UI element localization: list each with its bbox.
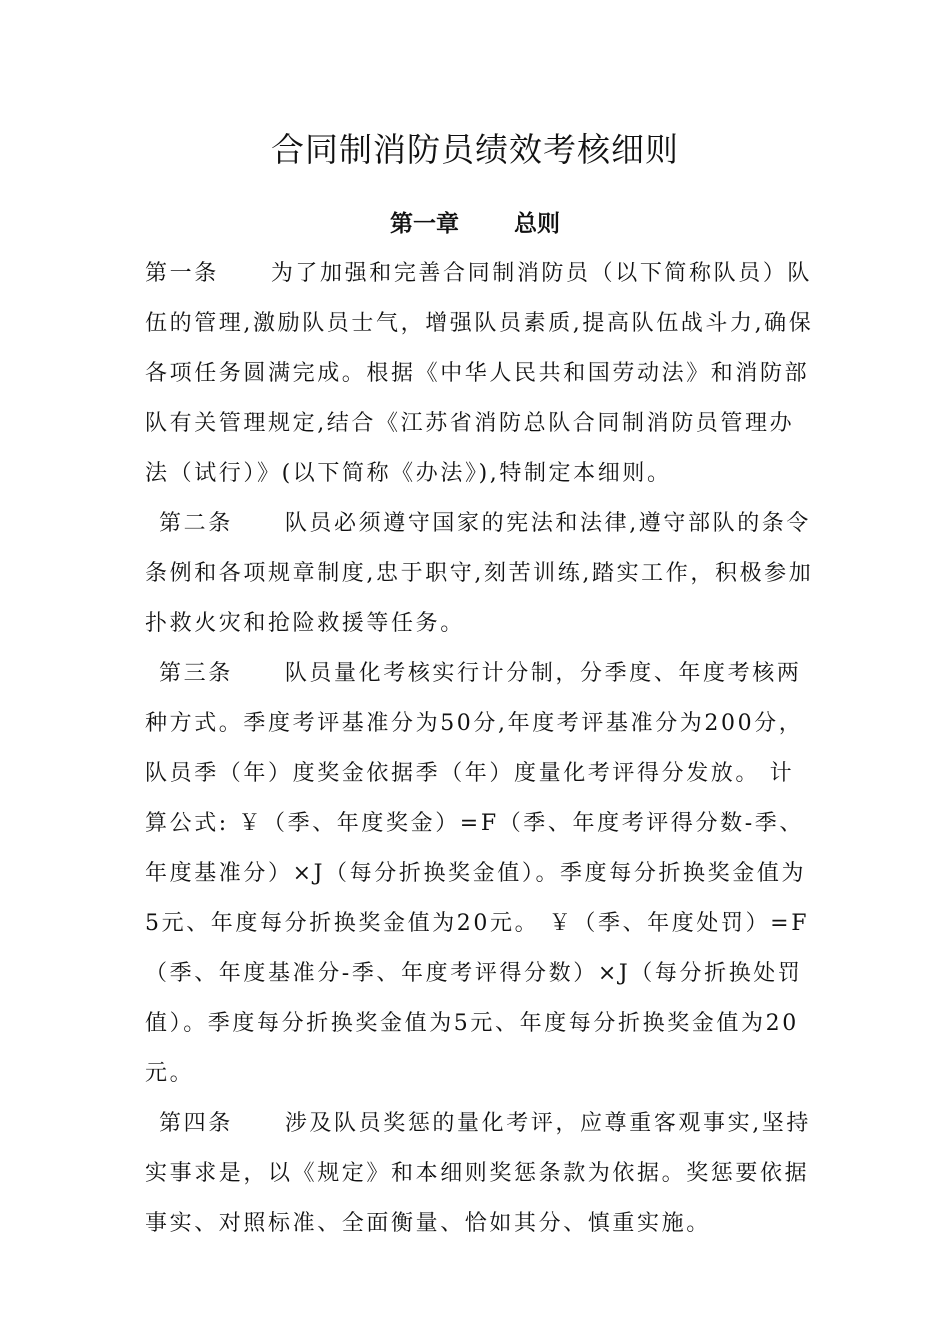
article-text: 队员量化考核实行计分制，分季度、年度考核两种方式。季度考评基准分为50分,年度考评基准分为200分，队员季（年）度奖金依据季（年）度量化考评得分发放。 计算公式: ￥（季、年度奖金）=F（季、年度考评得分数-季、年度基准分）×J（每分折换奖金值）。季度每分折换奖金值为5元、年度每分折换奖金值为20元。 ￥（季、年度处罚）=F（季、年度基准分-季、年度考评得分数）×J（每分折换处罚值）。季度每分折换奖金值为5元、年度每分折换奖金值为20元。 <box>145 661 810 1086</box>
article-number: 第三条 <box>159 661 233 686</box>
chapter-heading <box>0 204 950 244</box>
article-number: 第四条 <box>159 1111 233 1136</box>
article-text: 队员必须遵守国家的宪法和法律,遵守部队的条令条例和各项规章制度,忠于职守,刻苦训练,踏实工作，积极参加扑救火灾和抢险救援等任务。 <box>145 511 814 636</box>
article-2 <box>145 499 815 649</box>
chapter-number: 第一章 <box>390 211 459 237</box>
article-text: 涉及队员奖惩的量化考评，应尊重客观事实,坚持实事求是，以《规定》和本细则奖惩条款为依据。奖惩要依据事实、对照标准、全面衡量、恰如其分、慎重实施。 <box>145 1111 812 1236</box>
article-text: 为了加强和完善合同制消防员（以下简称队员）队伍的管理,激励队员士气，增强队员素质,提高队伍战斗力,确保各项任务圆满完成。根据《中华人民共和国劳动法》和消防部队有关管理规定,结合《江苏省消防总队合同制消防员管理办法（试行）》(以下简称《办法》),特制定本细则。 <box>145 261 814 486</box>
chapter-name: 总则 <box>514 211 560 237</box>
article-number: 第一条 <box>145 261 219 286</box>
article-4 <box>145 1099 815 1249</box>
article-number: 第二条 <box>159 511 233 536</box>
article-1 <box>145 249 815 499</box>
article-3 <box>145 649 815 1099</box>
document-title: 合同制消防员绩效考核细则 <box>271 130 679 169</box>
document-body <box>145 249 815 1249</box>
